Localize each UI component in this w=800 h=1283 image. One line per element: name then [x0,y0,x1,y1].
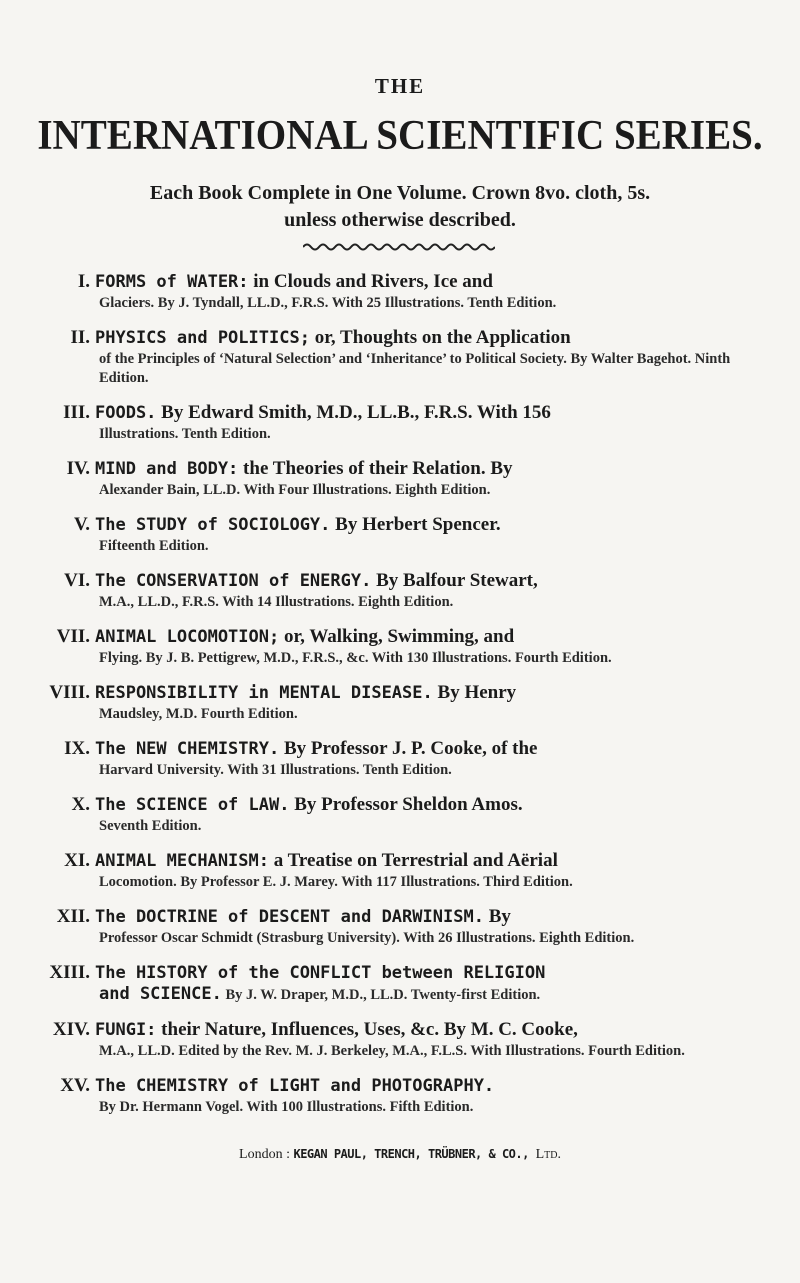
entry-details [95,1098,770,1117]
book-entry [40,1018,770,1061]
entry-details-text: of the Principles of ‘Natural Selection’ and ‘Inheritance’ to Political Society. By Walter Bagehot. Ninth Edition. [99,351,731,386]
entry-details-text: Illustrations. Tenth Edition. [99,426,271,442]
entry-title: FUNGI: [95,1020,157,1040]
entry-number: IX. [64,738,90,759]
entry-details-text: M.A., LL.D. Edited by the Rev. M. J. Berkeley, M.A., F.L.S. With Illustrations. Fourth Edition. [99,1043,685,1059]
subtitle-line-1: Each Book Complete in One Volume. Crown 8vo. cloth, 5s. [149,182,651,204]
entry-details-text: Seventh Edition. [99,818,202,834]
entry-title: RESPONSIBILITY in MENTAL DISEASE. [95,683,433,703]
entry-title-rest: or, Walking, Swimming, and [279,626,515,647]
book-entry [40,737,770,780]
entry-details [95,985,770,1005]
entry-details [95,705,770,724]
entry-details-text: Fifteenth Edition. [99,538,209,554]
entry-title-rest: By Balfour Stewart, [371,570,538,591]
entry-number: XIII. [49,962,90,983]
entry-details [95,761,770,780]
entry-title-line [95,849,770,873]
entry-number: I. [77,271,90,292]
entry-details [95,593,770,612]
entry-details-text: Maudsley, M.D. Fourth Edition. [99,706,298,722]
book-entry [40,457,770,500]
entry-details [95,481,770,500]
book-entry [40,513,770,556]
entry-title: ANIMAL MECHANISM: [95,851,269,871]
entry-title-rest: By Henry [432,682,517,703]
entry-number: XV. [60,1075,90,1096]
entry-title-rest: By [483,906,511,927]
entry-details [95,1042,770,1061]
entry-title-rest: a Treatise on Terrestrial and Aërial [269,850,558,871]
entry-number: XII. [56,906,90,927]
entry-title-line [95,1074,770,1098]
entry-title-line [95,270,770,294]
entry-details-text: By Dr. Hermann Vogel. With 100 Illustrations. Fifth Edition. [99,1099,474,1115]
entry-details-text: Glaciers. By J. Tyndall, LL.D., F.R.S. With 25 Illustrations. Tenth Edition. [99,295,557,311]
entry-details [95,929,770,948]
entry-title: The STUDY of SOCIOLOGY. [95,515,331,535]
entry-number: V. [73,514,90,535]
entry-details-title: and SCIENCE. [99,984,222,1004]
entry-details-text: Professor Oscar Schmidt (Strasburg University). With 26 Illustrations. Eighth Edition. [99,930,635,946]
entry-title-line [95,793,770,817]
entry-title-line [95,737,770,761]
book-entry [40,270,770,313]
entry-title: ANIMAL LOCOMOTION; [95,627,280,647]
entry-title-rest: the Theories of their Relation. By [238,458,513,479]
entry-details [95,425,770,444]
entry-title-line [95,326,770,350]
publisher-footer [0,1147,800,1163]
footer-prefix: London : [239,1147,294,1162]
entry-details [95,294,770,313]
footer-publisher: KEGAN PAUL, TRENCH, TRÜBNER, & CO., [293,1147,536,1161]
entry-details-text: By J. W. Draper, M.D., LL.D. Twenty-first Edition. [221,987,541,1003]
entry-title-rest: By Professor Sheldon Amos. [289,794,523,815]
entry-number: IV. [66,458,90,479]
wavy-rule-ornament [303,241,495,253]
entry-number: III. [63,402,90,423]
entry-details-text: Alexander Bain, LL.D. With Four Illustrations. Eighth Edition. [99,482,491,498]
subtitle [0,180,800,234]
entry-details-text: M.A., LL.D., F.R.S. With 14 Illustrations. Eighth Edition. [99,594,454,610]
entry-title-line [95,625,770,649]
entry-title-rest: By Edward Smith, M.D., LL.B., F.R.S. With 156 [156,402,551,423]
entry-number: XIV. [52,1019,90,1040]
entry-title: The NEW CHEMISTRY. [95,739,280,759]
entry-title-rest: By Professor J. P. Cooke, of the [279,738,538,759]
entry-title-line [95,681,770,705]
entry-details-text: Flying. By J. B. Pettigrew, M.D., F.R.S., &c. With 130 Illustrations. Fourth Edition. [99,650,612,666]
entry-details [95,817,770,836]
book-entry [40,961,770,1005]
entry-title-rest: By Herbert Spencer. [330,514,501,535]
book-entry [40,569,770,612]
entry-number: XI. [64,850,90,871]
entry-title: The CONSERVATION of ENERGY. [95,571,372,591]
entry-title-rest: or, Thoughts on the Application [309,327,571,348]
footer-suffix: Ltd. [535,1147,561,1162]
entry-title: PHYSICS and POLITICS; [95,328,310,348]
entry-details-text: Harvard University. With 31 Illustrations. Tenth Edition. [99,762,452,778]
book-list [40,270,770,1130]
entry-title-line [95,569,770,593]
book-entry [40,905,770,948]
entry-title: The HISTORY of the CONFLICT between RELIGION [95,963,546,983]
entry-title: FOODS. [95,403,157,423]
entry-title-line [95,961,770,985]
entry-details-text: Locomotion. By Professor E. J. Marey. With 117 Illustrations. Third Edition. [99,874,573,890]
entry-title-line [95,1018,770,1042]
entry-title-rest: their Nature, Influences, Uses, &c. By M. C. Cooke, [156,1019,578,1040]
entry-details [95,537,770,556]
entry-title-rest: in Clouds and Rivers, Ice and [248,271,493,292]
entry-number: II. [70,327,90,348]
entry-title-line [95,401,770,425]
book-entry [40,401,770,444]
entry-number: VIII. [49,682,90,703]
entry-title: The CHEMISTRY of LIGHT and PHOTOGRAPHY. [95,1076,495,1096]
series-title: INTERNATIONAL SCIENTIFIC SERIES. [37,113,763,159]
subtitle-line-2: unless otherwise described. [284,209,516,231]
entry-title-line [95,513,770,537]
entry-details [95,350,770,388]
book-entry [40,849,770,892]
book-entry [40,1074,770,1117]
entry-title: MIND and BODY: [95,459,239,479]
entry-number: X. [71,794,90,815]
book-entry [40,793,770,836]
book-entry [40,625,770,668]
entry-title-line [95,905,770,929]
entry-title: The SCIENCE of LAW. [95,795,290,815]
entry-number: VI. [64,570,90,591]
entry-details [95,649,770,668]
entry-number: VII. [56,626,90,647]
entry-title: The DOCTRINE of DESCENT and DARWINISM. [95,907,484,927]
entry-title-line [95,457,770,481]
entry-title: FORMS of WATER: [95,272,249,292]
book-entry [40,326,770,388]
book-entry [40,681,770,724]
entry-details [95,873,770,892]
header-the: THE [374,74,426,98]
